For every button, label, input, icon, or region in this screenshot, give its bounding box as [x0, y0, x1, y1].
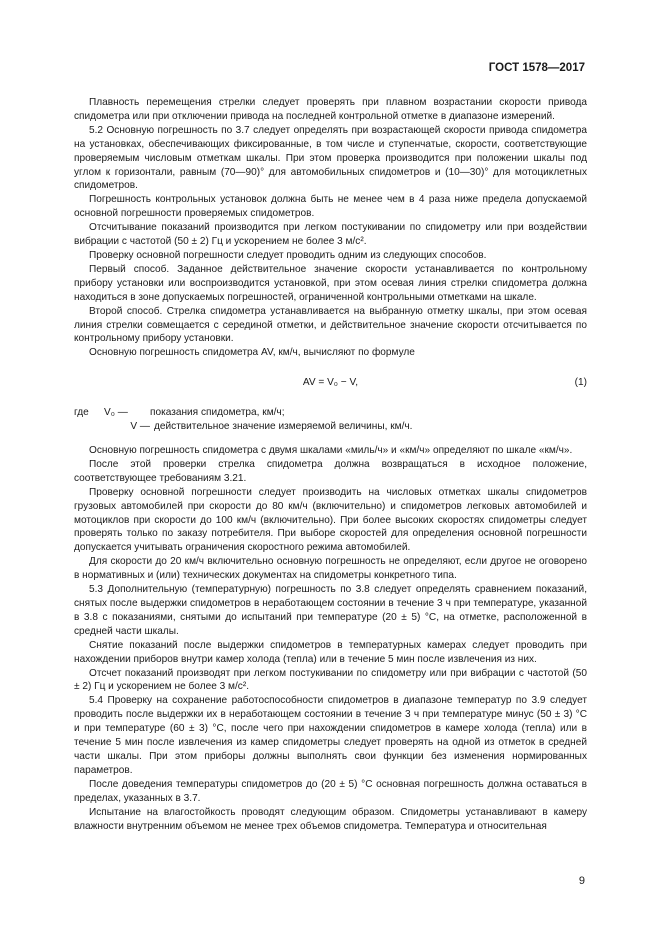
- paragraph: Испытание на влагостойкость проводят следующим образом. Спидометры устанавливают в камеру влажности внутренним объемом не менее трех объемов спидометра. Температура и относительная: [74, 806, 587, 832]
- document-header: ГОСТ 1578—2017: [488, 62, 585, 74]
- paragraph: 5.4 Проверку на сохранение работоспособности спидометров в диапазоне температур по 3.9 следует проводить после выдержки их в неработающем состоянии в течение 3 ч при температуре минус (50 ± 3) °C и при температуре (60 ± 3) °C, после чего при нахождении спидометров в камере холода (тепла) или в течение 5 мин после извлечения из камер спидометры следует проверять на одной из отметок в средней части шкалы. При этом приборы должны выполнять свои функции без изменения нормированных параметров.: [74, 695, 587, 776]
- paragraph: Отсчет показаний производят при легком постукивании по спидометру или при вибрации с частотой (50 ± 2) Гц и ускорением не более 3 м/с².: [74, 667, 587, 693]
- paragraph: Второй способ. Стрелка спидометра устанавливается на выбранную отметку шкалы, при этом осевая линия стрелки совмещается с серединой отметки, и действительное значение скорости отсчитывается по контрольному прибору установки.: [74, 305, 587, 345]
- legend-text: показания спидометра, км/ч;: [150, 407, 285, 419]
- formula-number: (1): [574, 377, 587, 389]
- page-number: 9: [578, 875, 585, 887]
- paragraph: Погрешность контрольных установок должна быть не менее чем в 4 раза ниже предела допускаемой основной погрешности проверяемых спидометров.: [74, 194, 587, 220]
- paragraph: Проверку основной погрешности следует производить на числовых отметках шкалы спидометров грузовых автомобилей при скорости до 80 км/ч (включительно) и спидометров легковых автомобилей и мотоциклов при скорости до 100 км/ч (включительно). При более высоких скоростях спидометры следует проверять только по заказу потребителя. При выборе скоростей для определения основной погрешности допускается учитывать ограничения скоростного режима автомобилей.: [74, 486, 587, 554]
- paragraph: Проверку основной погрешности следует проводить одним из следующих способов.: [89, 249, 487, 261]
- formula-expression: AV = V₀ − V,: [302, 377, 359, 389]
- paragraph: После доведения температуры спидометров до (20 ± 5) °C основная погрешность должна оставаться в пределах, указанных в 3.7.: [74, 778, 587, 804]
- paragraph: Первый способ. Заданное действительное значение скорости устанавливается по контрольному прибору установки или воспроизводится установкой, при этом осевая линия стрелки спидометра должна находиться в зоне допускаемых погрешностей, ограниченной контрольными отметками на шкале.: [74, 263, 587, 303]
- paragraph: Основную погрешность спидометра с двумя шкалами «миль/ч» и «км/ч» определяют по шкале «км/ч».: [89, 445, 573, 457]
- paragraph: Отсчитывание показаний производится при легком постукивании по спидометру или при воздействии вибрации с частотой (50 ± 2) Гц и ускорением не более 3 м/с².: [74, 222, 587, 248]
- paragraph: 5.3 Дополнительную (температурную) погрешность по 3.8 следует определять сравнением показаний, снятых после выдержки спидометров в неработающем состоянии в течение 3 ч при температуре, указанной в 3.8 с показаниями, снятыми до испытаний при температуре (20 ± 5) °C, на отметке, расположенной в средней части шкалы.: [74, 584, 587, 637]
- legend-row: [74, 420, 587, 434]
- paragraph: Для скорости до 20 км/ч включительно основную погрешность не определяют, если другое не оговорено в нормативных и (или) технических документах на спидометры конкретного типа.: [74, 556, 587, 582]
- legend-text: действительное значение измеряемой величины, км/ч.: [154, 421, 413, 433]
- legend-symbol: V₀ —: [104, 407, 128, 419]
- paragraph: Плавность перемещения стрелки следует проверять при плавном возрастании скорости привода спидометра или при отключении привода на последней контрольной отметке в диапазоне измерений.: [74, 97, 587, 122]
- paragraph: Основную погрешность спидометра AV, км/ч, вычисляют по формуле: [89, 347, 415, 359]
- document-body: [74, 96, 587, 833]
- paragraph: 5.2 Основную погрешность по 3.7 следует определять при возрастающей скорости привода спидометра на установках, обеспечивающих фиксированные, в том числе и ступенчатые, скорости, соответствующие проверяемым числовым отметкам шкалы. При этом проверка производится при положении шкалы под углом к горизонтали, равным (70—90)° для автомобильных спидометров и (10—30)° для мотоциклетных спидометров.: [74, 124, 587, 192]
- paragraph: После этой проверки стрелка спидометра должна возвращаться в исходное положение, соответствующее требованиям 3.21.: [74, 458, 587, 484]
- legend-symbol: V —: [130, 421, 150, 433]
- formula-legend: [74, 406, 587, 434]
- legend-row: [74, 406, 587, 420]
- formula: [74, 376, 587, 390]
- paragraph: Снятие показаний после выдержки спидометров в температурных камерах следует проводить при нахождении приборов внутри камер холода (тепла) или в течение 5 мин после извлечения из них.: [74, 639, 587, 665]
- legend-label: где: [74, 407, 89, 419]
